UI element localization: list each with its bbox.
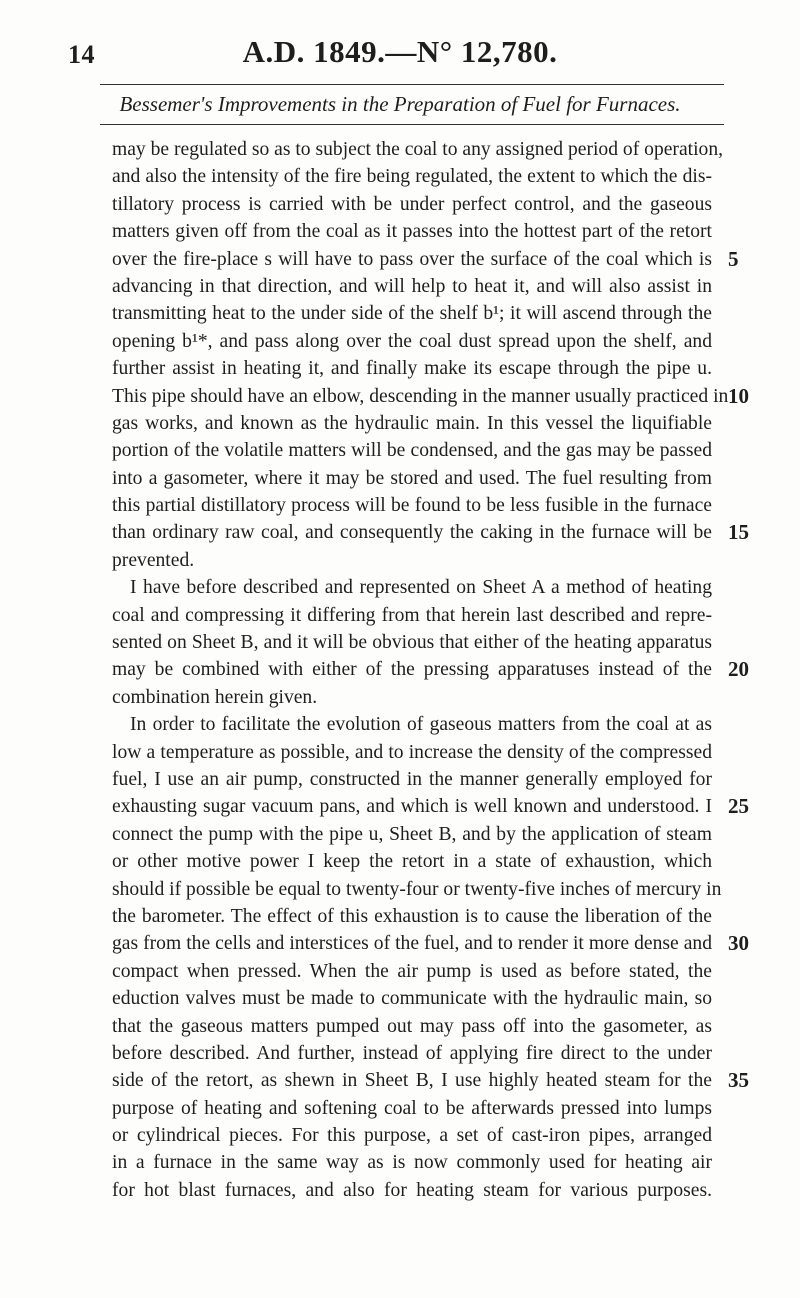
line-number: 5 bbox=[728, 246, 739, 271]
line-number: 35 bbox=[728, 1068, 749, 1093]
text-line bbox=[112, 1149, 712, 1176]
line-text: gas from the cells and interstices of the fuel, and to render it more dense and bbox=[112, 933, 712, 955]
text-line bbox=[112, 437, 712, 464]
line-text: coal and compressing it differing from that herein last described and repre- bbox=[112, 604, 712, 626]
line-text: may be combined with either of the pressing apparatuses instead of the bbox=[112, 659, 712, 681]
text-line bbox=[112, 684, 712, 711]
line-number: 15 bbox=[728, 520, 749, 545]
text-line bbox=[112, 547, 712, 574]
text-line bbox=[112, 355, 712, 382]
line-text: matters given off from the coal as it passes into the hottest part of the retort bbox=[112, 221, 712, 243]
text-line bbox=[112, 574, 712, 601]
text-line bbox=[112, 985, 712, 1012]
line-text: I have before described and represented on Sheet A a method of heating bbox=[130, 577, 712, 599]
line-number: 30 bbox=[728, 931, 749, 956]
text-line bbox=[112, 930, 749, 957]
text-line bbox=[112, 218, 712, 245]
text-line bbox=[112, 821, 712, 848]
line-text: prevented. bbox=[112, 549, 195, 571]
line-text: this partial distillatory process will be found to be less fusible in the furnace bbox=[112, 495, 712, 517]
text-line bbox=[112, 1040, 712, 1067]
running-head: Bessemer's Improvements in the Preparation of Fuel for Furnaces. bbox=[119, 92, 681, 116]
line-text: should if possible be equal to twenty-four or twenty-five inches of mercury in bbox=[112, 878, 722, 900]
text-line bbox=[112, 739, 712, 766]
text-line bbox=[112, 410, 712, 437]
line-text: in a furnace in the same way as is now commonly used for heating air bbox=[112, 1152, 712, 1174]
line-text: transmitting heat to the under side of the shelf b¹; it will ascend through the bbox=[112, 303, 712, 325]
text-line bbox=[112, 1095, 712, 1122]
text-line bbox=[112, 492, 712, 519]
line-text: further assist in heating it, and finally make its escape through the pipe u. bbox=[112, 358, 712, 380]
line-text: may be regulated so as to subject the coal to any assigned period of operation, bbox=[112, 139, 724, 160]
line-text: fuel, I use an air pump, constructed in the manner generally employed for bbox=[112, 768, 712, 790]
line-text: In order to facilitate the evolution of gaseous matters from the coal at as bbox=[130, 714, 712, 736]
line-text: into a gasometer, where it may be stored and used. The fuel resulting from bbox=[112, 467, 712, 489]
text-line bbox=[112, 711, 712, 738]
line-text: tillatory process is carried with be under perfect control, and the gaseous bbox=[112, 193, 712, 215]
text-line bbox=[112, 1122, 712, 1149]
line-text: for hot blast furnaces, and also for heating steam for various purposes. bbox=[112, 1179, 712, 1201]
text-line bbox=[112, 383, 749, 410]
text-line bbox=[112, 519, 749, 546]
text-line bbox=[112, 848, 712, 875]
body-text bbox=[112, 136, 749, 1204]
document-title: A.D. 1849.—N° 12,780. bbox=[242, 34, 558, 69]
line-text: over the fire-place s will have to pass over the surface of the coal which is bbox=[112, 248, 712, 270]
line-text: purpose of heating and softening coal to be afterwards pressed into lumps bbox=[112, 1097, 712, 1119]
line-text: opening b¹*, and pass along over the coal dust spread upon the shelf, and bbox=[112, 330, 712, 352]
line-number: 25 bbox=[728, 794, 749, 819]
line-text: that the gaseous matters pumped out may pass off into the gasometer, as bbox=[112, 1015, 712, 1037]
text-line bbox=[112, 273, 712, 300]
page-number: 14 bbox=[68, 40, 95, 69]
line-text: portion of the volatile matters will be condensed, and the gas may be passed bbox=[112, 440, 712, 462]
line-text: connect the pump with the pipe u, Sheet B, and by the application of steam bbox=[112, 823, 712, 845]
line-text: before described. And further, instead of applying fire direct to the under bbox=[112, 1042, 712, 1064]
text-line bbox=[112, 629, 712, 656]
header-rule-bottom bbox=[100, 124, 724, 125]
text-line bbox=[112, 876, 722, 903]
line-text: eduction valves must be made to communicate with the hydraulic main, so bbox=[112, 988, 712, 1010]
text-line bbox=[112, 328, 712, 355]
line-text: or cylindrical pieces. For this purpose, a set of cast-iron pipes, arranged bbox=[112, 1125, 712, 1147]
line-text: than ordinary raw coal, and consequently the caking in the furnace will be bbox=[112, 522, 712, 544]
line-text: combination herein given. bbox=[112, 686, 318, 708]
text-line bbox=[112, 766, 712, 793]
text-line bbox=[112, 465, 712, 492]
text-line bbox=[112, 136, 724, 163]
text-line bbox=[112, 191, 712, 218]
line-text: advancing in that direction, and will help to heat it, and will also assist in bbox=[112, 275, 712, 297]
text-line bbox=[112, 246, 739, 273]
line-text: or other motive power I keep the retort in a state of exhaustion, which bbox=[112, 851, 712, 873]
text-line bbox=[112, 793, 749, 820]
header-rule-top bbox=[100, 84, 724, 85]
text-line bbox=[112, 903, 712, 930]
line-text: low a temperature as possible, and to increase the density of the compressed bbox=[112, 741, 712, 763]
text-line bbox=[112, 163, 712, 190]
line-text: gas works, and known as the hydraulic main. In this vessel the liquifiable bbox=[112, 412, 712, 434]
line-text: compact when pressed. When the air pump is used as before stated, the bbox=[112, 960, 712, 982]
text-line bbox=[112, 958, 712, 985]
line-text: sented on Sheet B, and it will be obvious that either of the heating apparatus bbox=[112, 632, 712, 654]
text-line bbox=[112, 300, 712, 327]
text-line bbox=[112, 1013, 712, 1040]
text-line bbox=[112, 656, 749, 683]
line-number: 10 bbox=[728, 383, 749, 408]
line-text: and also the intensity of the fire being regulated, the extent to which the dis- bbox=[112, 166, 712, 188]
text-line bbox=[112, 1177, 712, 1204]
text-line bbox=[112, 1067, 749, 1094]
line-text: exhausting sugar vacuum pans, and which is well known and understood. I bbox=[112, 796, 712, 818]
line-text: This pipe should have an elbow, descending in the manner usually practiced in bbox=[112, 385, 729, 407]
line-number: 20 bbox=[728, 657, 749, 682]
line-text: the barometer. The effect of this exhaustion is to cause the liberation of the bbox=[112, 905, 712, 927]
line-text: side of the retort, as shewn in Sheet B, I use highly heated steam for the bbox=[112, 1070, 712, 1092]
text-line bbox=[112, 602, 712, 629]
